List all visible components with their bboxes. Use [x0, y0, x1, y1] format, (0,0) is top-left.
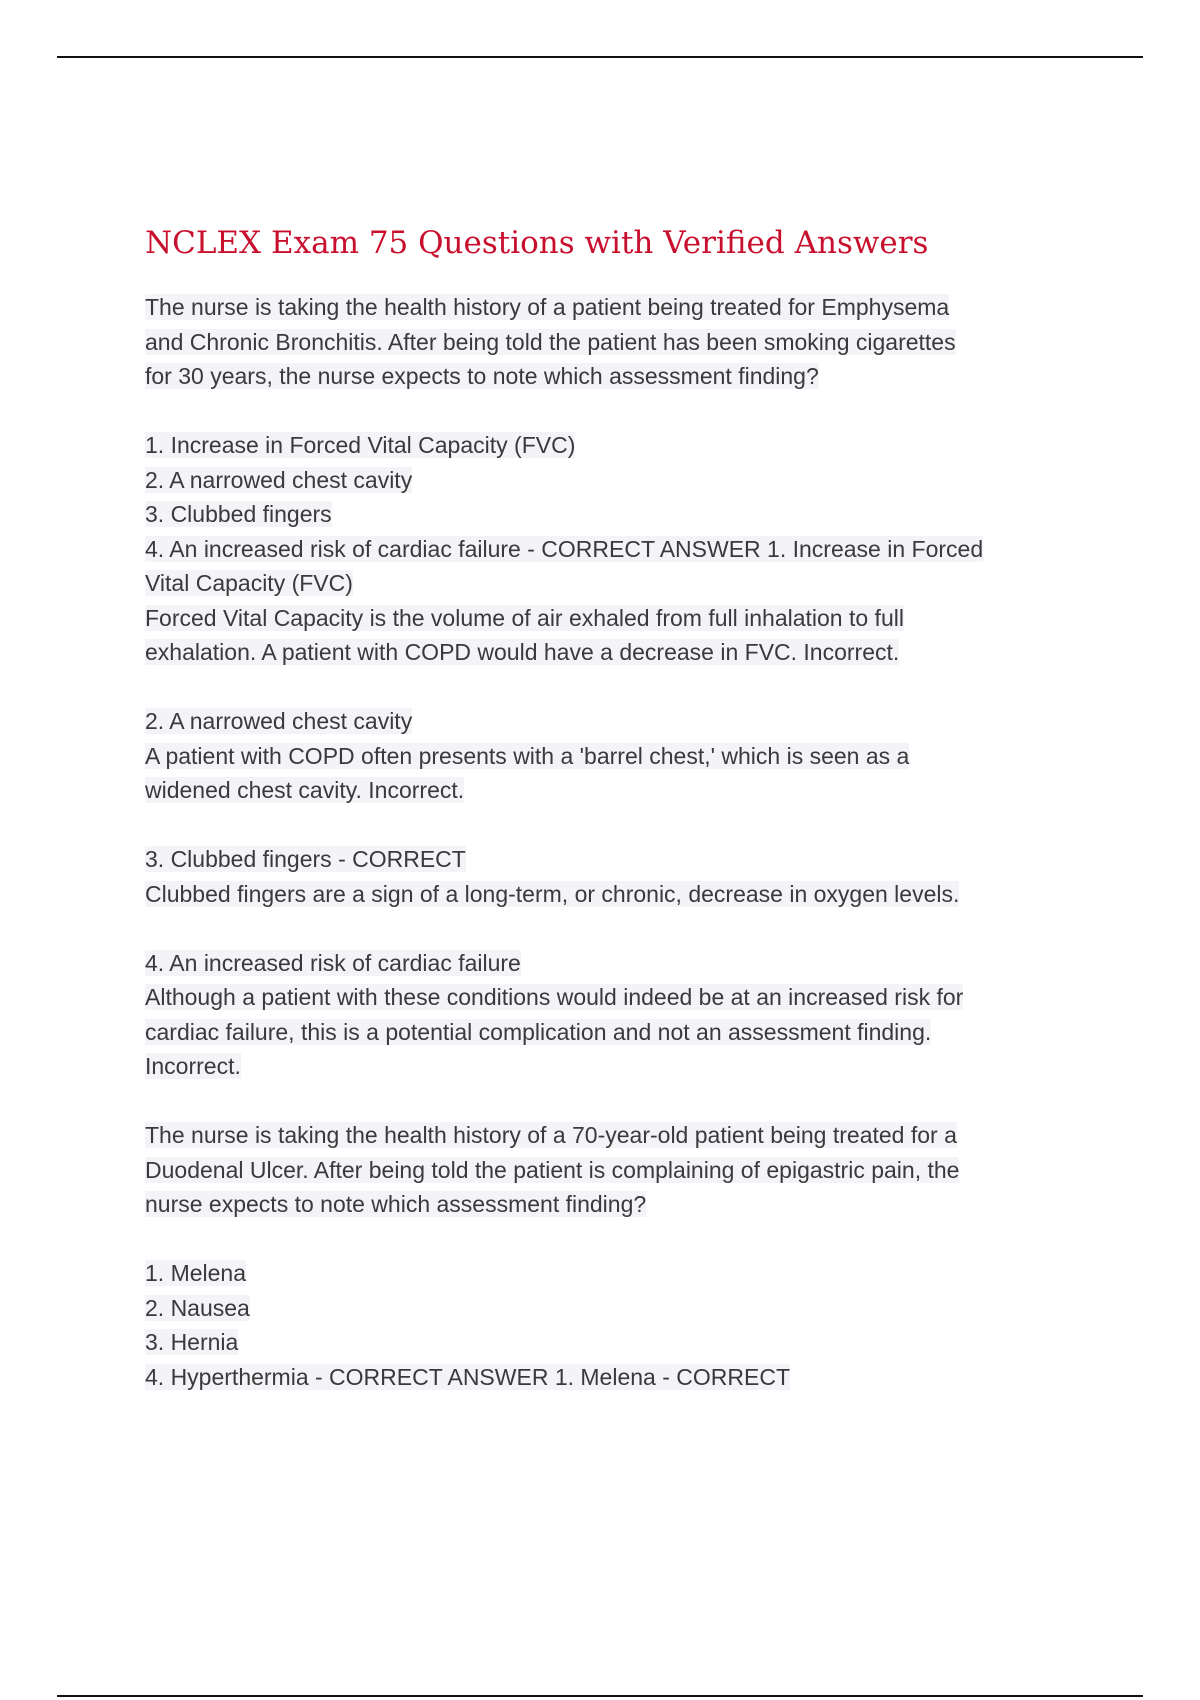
- text-line: Clubbed fingers are a sign of a long-term, or chronic, decrease in oxygen levels.: [145, 880, 960, 907]
- option-line: 1. Melena: [145, 1260, 247, 1286]
- option-line: 4. An increased risk of cardiac failure - CORRECT ANSWER 1. Increase in Forced: [145, 535, 984, 562]
- question-1-option-4-rationale: [145, 946, 1085, 1084]
- option-line: Vital Capacity (FVC): [145, 570, 353, 596]
- question-1-option-3-rationale: [145, 842, 1085, 911]
- spacer: [145, 808, 1085, 843]
- text-line: for 30 years, the nurse expects to note which assessment finding?: [145, 363, 819, 389]
- explanation-line: Forced Vital Capacity is the volume of air exhaled from full inhalation to full: [145, 604, 904, 631]
- text-line: Although a patient with these conditions would indeed be at an increased risk for: [145, 984, 964, 1010]
- option-line: 3. Hernia: [145, 1329, 239, 1355]
- spacer: [145, 911, 1085, 946]
- text-line: 2. A narrowed chest cavity: [145, 708, 413, 734]
- spacer: [145, 670, 1085, 705]
- document-title: NCLEX Exam 75 Questions with Verified Answers: [145, 225, 929, 261]
- text-line: and Chronic Bronchitis. After being told the patient has been smoking cigarettes: [145, 328, 956, 355]
- text-line: Incorrect.: [145, 1053, 241, 1079]
- top-rule: [57, 56, 1143, 58]
- text-line: nurse expects to note which assessment finding?: [145, 1191, 647, 1217]
- question-1-stem: [145, 290, 1085, 394]
- option-line: 2. Nausea: [145, 1294, 250, 1321]
- option-line: 2. A narrowed chest cavity: [145, 466, 413, 493]
- text-line: The nurse is taking the health history of a patient being treated for Emphysema: [145, 294, 950, 320]
- text-line: widened chest cavity. Incorrect.: [145, 777, 465, 803]
- explanation-line: exhalation. A patient with COPD would have a decrease in FVC. Incorrect.: [145, 639, 900, 665]
- question-1-option-2-rationale: [145, 704, 1085, 808]
- spacer: [145, 1084, 1085, 1119]
- question-2-stem: [145, 1118, 1085, 1222]
- question-2-options: [145, 1256, 1085, 1394]
- text-line: 3. Clubbed fingers - CORRECT: [145, 846, 466, 872]
- spacer: [145, 1222, 1085, 1257]
- question-1-options: [145, 428, 1085, 670]
- option-line: 3. Clubbed fingers: [145, 501, 332, 527]
- text-line: Duodenal Ulcer. After being told the patient is complaining of epigastric pain, the: [145, 1156, 960, 1183]
- document-body: [145, 222, 1085, 1394]
- option-line: 1. Increase in Forced Vital Capacity (FVC): [145, 432, 576, 458]
- text-line: The nurse is taking the health history of a 70-year-old patient being treated for a: [145, 1122, 957, 1148]
- bottom-rule: [57, 1695, 1143, 1697]
- text-line: cardiac failure, this is a potential complication and not an assessment finding.: [145, 1018, 932, 1045]
- text-line: A patient with COPD often presents with a 'barrel chest,' which is seen as a: [145, 742, 910, 769]
- spacer: [145, 394, 1085, 429]
- option-line: 4. Hyperthermia - CORRECT ANSWER 1. Melena - CORRECT: [145, 1363, 790, 1390]
- text-line: 4. An increased risk of cardiac failure: [145, 949, 521, 976]
